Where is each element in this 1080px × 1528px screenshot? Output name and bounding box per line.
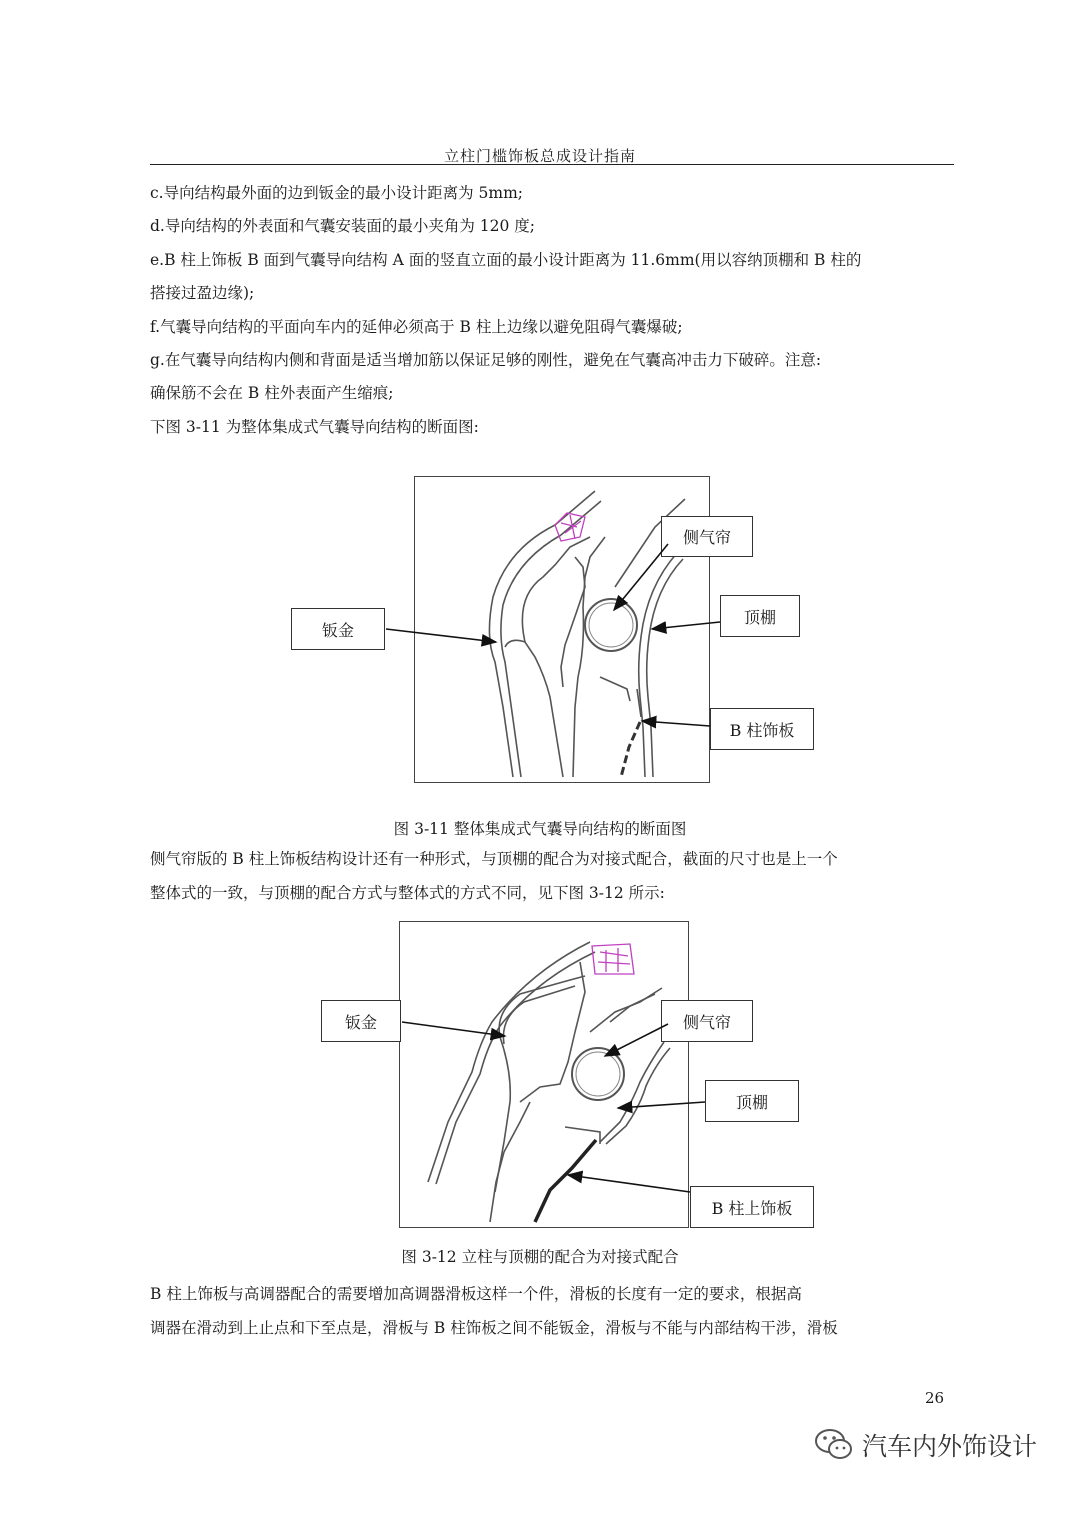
figure-3-12-drawing [400,922,688,1227]
figure-3-11-label-curtain-airbag: 侧气帘 [661,516,753,557]
paragraph-middle-2: 整体式的一致，与顶棚的配合方式与整体式的方式不同，见下图 3-12 所示: [150,884,665,902]
watermark-text: 汽车内外饰设计 [862,1432,1038,1461]
figure-3-12-label-headliner: 顶棚 [705,1080,799,1122]
figure-3-12-label-curtain-airbag: 侧气帘 [661,1000,753,1042]
figure-3-11-caption: 图 3-11 整体集成式气囊导向结构的断面图 [393,820,687,838]
watermark [814,1425,1037,1465]
paragraph-c: c.导向结构最外面的边到钣金的最小设计距离为 5mm; [150,184,524,202]
paragraph-bottom-2: 调器在滑动到上止点和下至点是，滑板与 B 柱饰板之间不能钣金，滑板与不能与内部结构干涉，滑板 [150,1319,838,1337]
page-number: 26 [925,1389,945,1407]
paragraph-g-cont: 确保筋不会在 B 柱外表面产生缩痕; [150,384,394,402]
paragraph-figure-intro: 下图 3-11 为整体集成式气囊导向结构的断面图: [150,418,479,436]
paragraph-middle-1: 侧气帘版的 B 柱上饰板结构设计还有一种形式，与顶棚的配合为对接式配合，截面的尺寸也是上一个 [150,850,838,868]
figure-3-12-caption: 图 3-12 立柱与顶棚的配合为对接式配合 [401,1248,679,1266]
paragraph-e-cont: 搭接过盈边缘); [150,284,255,302]
figure-3-12 [399,921,689,1228]
paragraph-g: g.在气囊导向结构内侧和背面是适当增加筋以保证足够的刚性，避免在气囊高冲击力下破碎。注意: [150,351,822,369]
figure-3-11-label-b-pillar-trim: B 柱饰板 [710,708,814,750]
paragraph-bottom-1: B 柱上饰板与高调器配合的需要增加高调器滑板这样一个件，滑板的长度有一定的要求，根据高 [150,1285,802,1303]
page-header-title: 立柱门槛饰板总成设计指南 [443,147,636,165]
figure-3-11-label-headliner: 顶棚 [720,595,800,637]
wechat-icon [814,1427,854,1463]
figure-3-11-label-sheet-metal: 钣金 [291,608,385,650]
paragraph-d: d.导向结构的外表面和气囊安装面的最小夹角为 120 度; [150,217,536,235]
header-rule [150,164,954,165]
paragraph-e: e.B 柱上饰板 B 面到气囊导向结构 A 面的竖直立面的最小设计距离为 11.6mm(用以容纳顶棚和 B 柱的 [150,251,862,269]
figure-3-12-label-sheet-metal: 钣金 [321,1000,401,1042]
figure-3-12-label-b-pillar-upper-trim: B 柱上饰板 [690,1186,814,1228]
paragraph-f: f.气囊导向结构的平面向车内的延伸必须高于 B 柱上边缘以避免阻碍气囊爆破; [150,318,683,336]
